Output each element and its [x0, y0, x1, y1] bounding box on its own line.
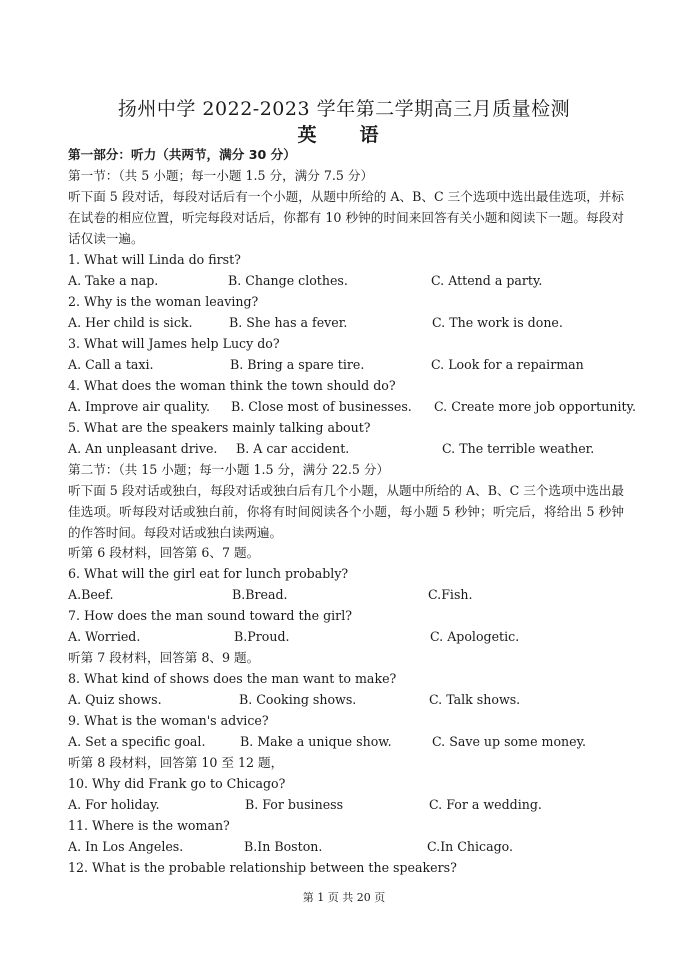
exam-title: 扬州中学 2022-2023 学年第二学期高三月质量检测	[117, 98, 571, 120]
option-a: A. Call a taxi.	[68, 357, 154, 372]
option-a: A. Worried.	[68, 629, 141, 644]
subject-title: 英 语	[297, 124, 391, 146]
option-c: C.In Chicago.	[427, 839, 514, 854]
option-b: B. She has a fever.	[229, 315, 348, 330]
option-a: A. Improve air quality.	[68, 399, 211, 414]
question-2: 2. Why is the woman leaving?	[68, 294, 259, 309]
option-b: B.Proud.	[234, 629, 290, 644]
option-b: B. Change clothes.	[228, 273, 348, 288]
option-b: B. Close most of businesses.	[231, 399, 412, 414]
option-b: B. Bring a spare tire.	[230, 357, 365, 372]
option-a: A. Take a nap.	[68, 273, 159, 288]
option-a: A. An unpleasant drive.	[68, 441, 218, 456]
option-c: C. For a wedding.	[429, 797, 542, 812]
question-9: 9. What is the woman's advice?	[68, 713, 269, 728]
option-b: B. Make a unique show.	[240, 734, 392, 749]
question-1-options	[68, 271, 628, 291]
question-11-options	[68, 837, 628, 857]
question-3-options	[68, 355, 628, 375]
section1-label: 第一节：（共 5 小题；每一小题 1.5 分，满分 7.5 分）	[68, 168, 374, 183]
option-c: C. The work is done.	[432, 315, 563, 330]
question-8-options	[68, 690, 628, 710]
question-1: 1. What will Linda do first?	[68, 252, 241, 267]
option-c: C. Attend a party.	[431, 273, 543, 288]
question-9-options	[68, 732, 628, 752]
question-11: 11. Where is the woman?	[68, 818, 230, 833]
material-7-note: 听第 7 段材料，回答第 8、9 题。	[68, 650, 260, 665]
option-c: C. Talk shows.	[429, 692, 521, 707]
material-6-note: 听第 6 段材料，回答第 6、7 题。	[68, 545, 260, 560]
option-a: A. Quiz shows.	[68, 692, 162, 707]
question-8: 8. What kind of shows does the man want to make?	[68, 671, 397, 686]
page-number: 第 1 页 共 20 页	[302, 891, 386, 904]
question-12: 12. What is the probable relationship between the speakers?	[68, 860, 457, 875]
option-a: A.Beef.	[68, 587, 114, 602]
question-4-options	[68, 397, 637, 417]
question-6-options	[68, 585, 628, 605]
option-c: C.Fish.	[428, 587, 473, 602]
option-a: A. Set a specific goal.	[68, 734, 206, 749]
option-b: B. For business	[245, 797, 344, 812]
option-c: C. Save up some money.	[432, 734, 587, 749]
option-a: A. Her child is sick.	[68, 315, 193, 330]
option-b: B.In Boston.	[244, 839, 323, 854]
question-10-options	[68, 795, 628, 815]
question-10: 10. Why did Frank go to Chicago?	[68, 776, 286, 791]
question-3: 3. What will James help Lucy do?	[68, 336, 280, 351]
question-4: 4. What does the woman think the town should do?	[68, 378, 396, 393]
question-2-options	[68, 313, 628, 333]
section2-label: 第二节：（共 15 小题；每一小题 1.5 分，满分 22.5 分）	[68, 462, 390, 477]
option-b: B. A car accident.	[236, 441, 350, 456]
question-6: 6. What will the girl eat for lunch probably?	[68, 566, 349, 581]
option-c: C. Apologetic.	[430, 629, 520, 644]
question-7: 7. How does the man sound toward the girl?	[68, 608, 352, 623]
option-b: B.Bread.	[232, 587, 288, 602]
question-5-options	[68, 439, 628, 459]
option-a: A. For holiday.	[68, 797, 160, 812]
material-8-note: 听第 8 段材料，回答第 10 至 12 题，	[68, 755, 284, 770]
section2-instructions: 听下面 5 段对话或独白，每段对话或独白后有几个小题，从题中所给的 A、B、C 三个选项中选出最佳选项。听每段对话或独白前，你将有时间阅读各个小题，每小题 5 秒钟；听完后，将给出 5 秒钟的作答时间。每段对话或独白读两遍。	[68, 483, 624, 540]
option-b: B. Cooking shows.	[239, 692, 357, 707]
option-c: C. Create more job opportunity.	[434, 399, 637, 414]
section1-instructions: 听下面 5 段对话，每段对话后有一个小题，从题中所给的 A、B、C 三个选项中选出最佳选项，并标在试卷的相应位置，听完每段对话后，你都有 10 秒钟的时间来回答有关小题和阅读下一题。每段对话仅读一遍。	[68, 189, 624, 246]
option-a: A. In Los Angeles.	[68, 839, 184, 854]
question-5: 5. What are the speakers mainly talking about?	[68, 420, 371, 435]
question-7-options	[68, 627, 628, 647]
part1-heading: 第一部分：听力（共两节，满分 30 分）	[68, 147, 296, 162]
option-c: C. Look for a repairman	[431, 357, 584, 372]
option-c: C. The terrible weather.	[442, 441, 595, 456]
